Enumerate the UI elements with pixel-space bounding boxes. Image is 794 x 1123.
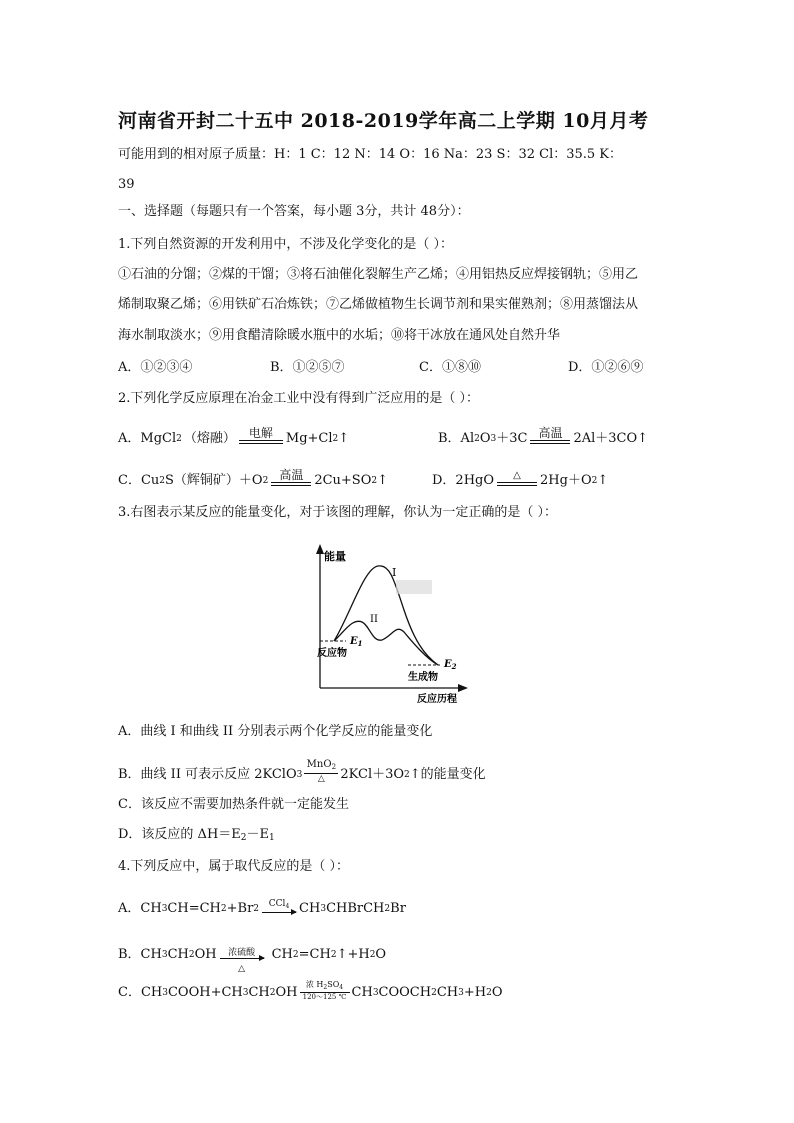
q4-stem: 4.下列反应中，属于取代反应的是（ ）： bbox=[118, 859, 350, 874]
q2-d-formula: D．2HgO bbox=[432, 473, 495, 488]
q2-c-note: S（辉铜矿）＋O bbox=[165, 473, 263, 488]
q4-c-r3: CH bbox=[248, 985, 270, 1000]
q4-b-p4: O bbox=[375, 947, 387, 962]
q2-b-formula: B．Al bbox=[438, 431, 475, 446]
q4-b-r2: CH bbox=[167, 947, 189, 962]
q4-c-s7: 2 bbox=[486, 988, 492, 998]
q4-c-product: CH bbox=[351, 985, 373, 1000]
q3-b-sub2: 2 bbox=[404, 770, 410, 780]
q4-c-p3: CH bbox=[436, 985, 459, 1000]
q2-b-condition: 高温 bbox=[530, 427, 570, 448]
q2-a-sub: 2 bbox=[176, 434, 182, 444]
q2-c-product: 2Cu+SO bbox=[314, 473, 372, 488]
q4-b-p3: ↑+H bbox=[336, 947, 370, 962]
q3-option-b[interactable] bbox=[118, 752, 486, 784]
atomic-masses: 可能用到的相对原子质量：H：1 C：12 N：14 O：16 Na：23 S：32 Cl：35.5 K： bbox=[118, 147, 623, 162]
q2-option-b[interactable] bbox=[438, 414, 648, 448]
q2-a-condition: 电解 bbox=[239, 427, 283, 448]
q4-a-reactant: A．CH bbox=[118, 901, 162, 916]
q4-c-r4: OH bbox=[275, 985, 298, 1000]
q2-c-condition: 高温 bbox=[271, 469, 311, 490]
q3-stem: 3.右图表示某反应的能量变化，对于该图的理解，你认为一定正确的是（ ）： bbox=[118, 505, 558, 520]
q3-option-c[interactable]: C．该反应不需要加热条件就一定能发生 bbox=[118, 797, 349, 812]
q4-a-s1: 3 bbox=[161, 904, 168, 914]
q1-option-d[interactable]: D．①②⑥⑨ bbox=[568, 360, 644, 375]
q3-d-sub1: 2 bbox=[240, 833, 247, 843]
q4-a-r2: CH=CH bbox=[167, 901, 221, 916]
product-label: 生成物 bbox=[408, 672, 438, 683]
q1-stem: 1.下列自然资源的开发利用中，不涉及化学变化的是（ ）： bbox=[118, 237, 454, 252]
e1-label: $E_1$ bbox=[350, 636, 363, 648]
q4-c-s5: 2 bbox=[431, 988, 437, 998]
q4-b-s3: 2 bbox=[292, 950, 299, 960]
curve-2-label: II bbox=[370, 614, 378, 625]
q1-option-c[interactable]: C．①⑧⑩ bbox=[419, 360, 481, 375]
x-axis-arrow-icon bbox=[458, 684, 468, 692]
q4-c-s4: 3 bbox=[372, 988, 379, 998]
q3-b-product: 2KCl＋3O bbox=[340, 767, 405, 782]
curve-1-label: I bbox=[392, 566, 397, 579]
q4-c-r2: COOH+CH bbox=[167, 985, 243, 1000]
q2-option-d[interactable] bbox=[432, 456, 608, 490]
q4-b-p2: =CH bbox=[298, 947, 331, 962]
q2-a-product: Mg+Cl bbox=[285, 431, 333, 446]
q1-option-a[interactable]: A．①②③④ bbox=[118, 360, 193, 375]
e2-label: $E_2$ bbox=[444, 659, 457, 671]
q2-c-sub3: 2 bbox=[371, 476, 378, 486]
q4-b-product: CH bbox=[271, 947, 293, 962]
q4-a-s4: 3 bbox=[320, 904, 327, 914]
q3-d-text: D．该反应的 ΔH＝E bbox=[118, 827, 241, 842]
q4-b-s5: 2 bbox=[369, 950, 376, 960]
energy-diagram bbox=[312, 540, 482, 706]
q1-option-b[interactable]: B．①②⑤⑦ bbox=[270, 360, 345, 375]
q4-a-s3: 2 bbox=[253, 904, 260, 914]
y-axis-label: 能量 bbox=[324, 550, 346, 563]
q3-b-tail: ↑的能量变化 bbox=[409, 767, 486, 782]
q4-c-reactant: C．CH bbox=[118, 985, 163, 1000]
q2-c-sub: 2 bbox=[159, 476, 166, 486]
q4-option-a[interactable] bbox=[118, 890, 406, 918]
q4-a-r3: +Br bbox=[226, 901, 254, 916]
q2-d-condition: △ bbox=[497, 469, 537, 490]
q2-stem: 2.下列化学反应原理在冶金工业中没有得到广泛应用的是（ ）： bbox=[118, 391, 480, 406]
q4-c-p2: COOCH bbox=[378, 985, 432, 1000]
q4-a-p2: CHBrCH bbox=[326, 901, 385, 916]
q4-b-s4: 2 bbox=[330, 950, 337, 960]
q2-c-sub2: 2 bbox=[262, 476, 269, 486]
x-axis-label: 反应历程 bbox=[417, 694, 457, 705]
q3-b-condition: $\frac{MnO_2}{\triangle}$ bbox=[304, 759, 338, 784]
q3-b-sub1: 3 bbox=[296, 770, 303, 780]
q2-b-o: O bbox=[479, 431, 491, 446]
q2-a-gas: ↑ bbox=[338, 431, 350, 446]
q2-d-product: 2Hg＋O bbox=[540, 473, 592, 488]
y-axis-arrow-icon bbox=[316, 544, 324, 554]
q4-a-s2: 2 bbox=[220, 904, 227, 914]
q2-a-note: （熔融） bbox=[183, 431, 236, 446]
q4-b-reactant: B．CH bbox=[118, 947, 162, 962]
q4-option-c[interactable] bbox=[118, 972, 503, 1002]
q2-option-a[interactable] bbox=[118, 414, 349, 448]
q2-d-gas: ↑ bbox=[597, 473, 609, 488]
q4-a-arrow: CCl$_4$ bbox=[262, 899, 296, 918]
q4-c-p5: O bbox=[491, 985, 503, 1000]
q4-c-s3: 2 bbox=[269, 988, 276, 998]
q3-d-sub2: 1 bbox=[269, 833, 275, 843]
q4-option-b[interactable] bbox=[118, 936, 387, 974]
q4-c-condition: $\frac{浓 H_2SO_4}{120\sim 125 ℃}$ bbox=[300, 980, 350, 1002]
q4-a-p3: Br bbox=[390, 901, 406, 916]
q4-b-s2: 2 bbox=[188, 950, 195, 960]
q2-a-product-sub: 2 bbox=[332, 434, 339, 444]
q4-b-arrow: 浓硫酸 △ bbox=[220, 948, 264, 964]
blur-patch bbox=[396, 580, 432, 594]
q2-b-product: 2Al＋3CO↑ bbox=[573, 431, 649, 446]
q2-b-plus: ＋3C bbox=[496, 431, 528, 446]
q3-b-text: B．曲线 II 可表示反应 2KClO bbox=[118, 767, 297, 782]
q2-c-formula: C．Cu bbox=[118, 473, 160, 488]
q3-option-a[interactable]: A．曲线 I 和曲线 II 分别表示两个化学反应的能量变化 bbox=[118, 724, 433, 739]
q3-option-d[interactable] bbox=[118, 826, 275, 847]
atomic-masses-cont: 39 bbox=[118, 177, 135, 192]
q2-d-sub: 2 bbox=[591, 476, 598, 486]
q4-c-s2: 3 bbox=[242, 988, 249, 998]
reactant-label: 反应物 bbox=[317, 648, 347, 659]
page-title: 河南省开封二十五中 2018-2019学年高二上学期 10月月考 bbox=[118, 110, 649, 132]
q4-b-r3: OH bbox=[194, 947, 217, 962]
q4-a-product: CH bbox=[299, 901, 321, 916]
q2-option-c[interactable] bbox=[118, 456, 388, 490]
section-heading: 一、选择题（每题只有一个答案，每小题 3分，共计 48分）： bbox=[118, 204, 470, 219]
q4-a-s5: 2 bbox=[384, 904, 391, 914]
q2-b-sub1: 2 bbox=[474, 434, 480, 444]
q2-a-formula: A．MgCl bbox=[118, 431, 177, 446]
q1-text-line1: ①石油的分馏；②煤的干馏；③将石油催化裂解生产乙烯；④用铝热反应焊接钢轨；⑤用乙 bbox=[118, 267, 639, 282]
q4-c-s6: 3 bbox=[458, 988, 464, 998]
q1-text-line3: 海水制取淡水；⑨用食醋清除暖水瓶中的水垢；⑩将干冰放在通风处自然升华 bbox=[118, 328, 561, 343]
q1-text-line2: 烯制取聚乙烯；⑥用铁矿石冶炼铁；⑦乙烯做植物生长调节剂和果实催熟剂；⑧用蒸馏法从 bbox=[118, 297, 639, 312]
q4-c-p4: +H bbox=[463, 985, 487, 1000]
q4-c-s1: 3 bbox=[162, 988, 168, 998]
q4-b-s1: 3 bbox=[161, 950, 168, 960]
q2-b-sub2: 3 bbox=[490, 434, 497, 444]
q2-c-gas: ↑ bbox=[377, 473, 389, 488]
q3-d-mid: －E bbox=[246, 827, 270, 842]
